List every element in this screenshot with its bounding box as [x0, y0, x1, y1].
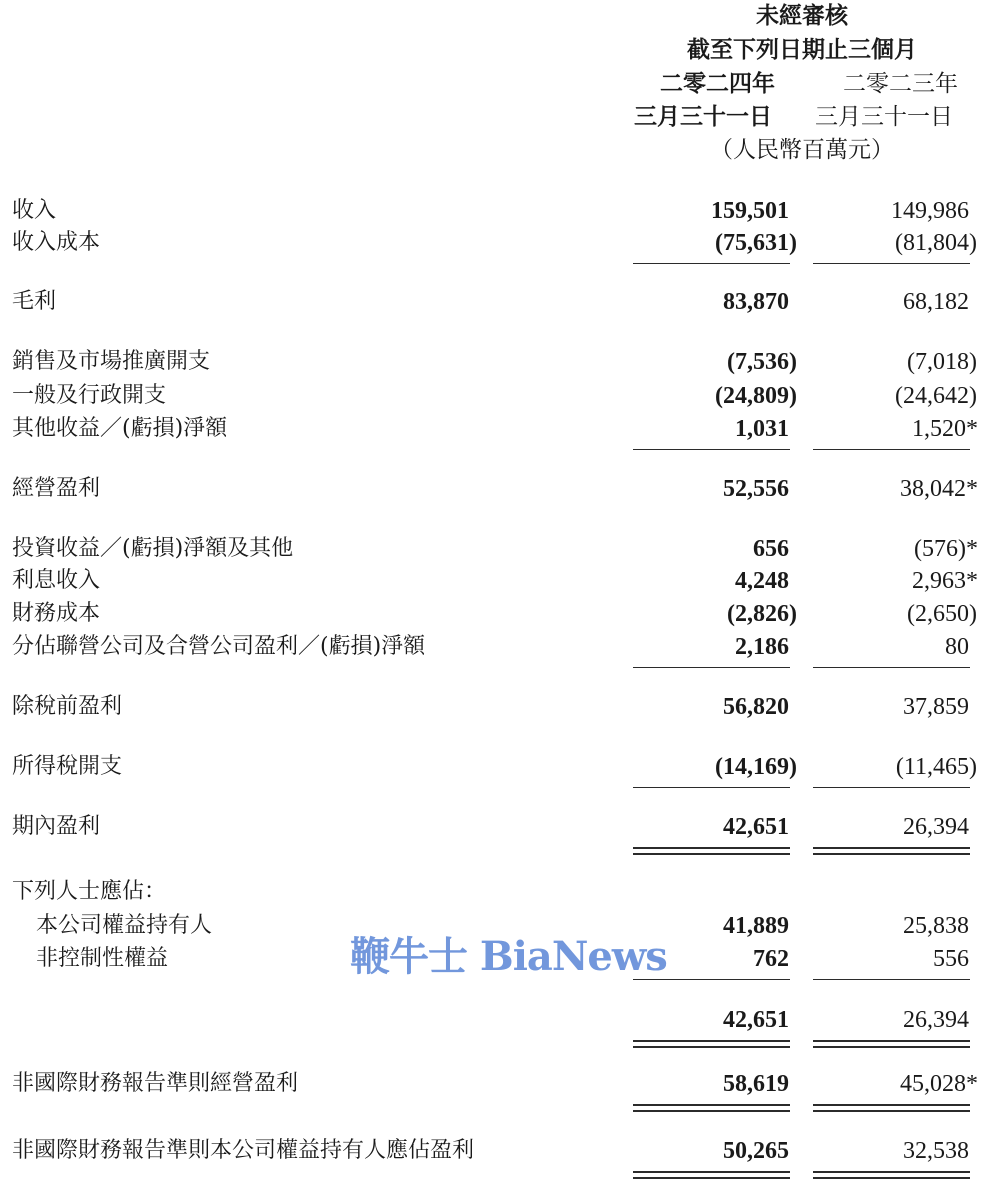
total-double-rule — [633, 847, 790, 855]
label-operating-profit: 經營盈利 — [12, 476, 101, 501]
value-revenue-2023: 149,986 — [891, 198, 969, 224]
subtotal-rule — [813, 667, 970, 668]
subtotal-rule — [633, 449, 790, 450]
subtotal-rule — [633, 667, 790, 668]
value-cost-of-revenue-2023: (81,804) — [895, 230, 977, 256]
value-operating-profit-2024: 52,556 — [723, 476, 789, 502]
total-double-rule — [633, 1104, 790, 1112]
value-cost-of-revenue-2024: (75,631) — [715, 230, 797, 256]
value-non-controlling-2024: 762 — [753, 946, 789, 972]
subtotal-rule — [813, 449, 970, 450]
value-finance-costs-2024: (2,826) — [727, 601, 797, 627]
total-double-rule — [813, 1040, 970, 1048]
header-period: 截至下列日期止三個月 — [687, 36, 917, 63]
total-double-rule — [813, 847, 970, 855]
value-revenue-2024: 159,501 — [711, 198, 789, 224]
value-non-ifrs-attrib-2024: 50,265 — [723, 1138, 789, 1164]
total-double-rule — [633, 1171, 790, 1179]
label-gross-profit: 毛利 — [12, 289, 57, 314]
label-cost-of-revenue: 收入成本 — [12, 230, 101, 255]
header-date-2023: 三月三十一日 — [815, 104, 953, 130]
value-gross-profit-2024: 83,870 — [723, 289, 789, 315]
value-income-tax-2024: (14,169) — [715, 754, 797, 780]
label-attributable-to: 下列人士應佔： — [12, 879, 167, 904]
label-profit-for-period: 期內盈利 — [12, 814, 101, 839]
label-non-ifrs-operating: 非國際財務報告準則經營盈利 — [12, 1071, 299, 1096]
value-general-admin-2024: (24,809) — [715, 383, 797, 409]
total-double-rule — [633, 1040, 790, 1048]
total-double-rule — [813, 1171, 970, 1179]
label-equity-holders: 本公司權益持有人 — [36, 913, 213, 938]
value-interest-income-2024: 4,248 — [735, 568, 789, 594]
value-share-of-profit-2023: 80 — [945, 634, 969, 660]
value-gross-profit-2023: 68,182 — [903, 289, 969, 315]
value-income-tax-2023: (11,465) — [895, 754, 977, 780]
subtotal-rule — [813, 979, 970, 980]
value-share-of-profit-2024: 2,186 — [735, 634, 789, 660]
value-equity-holders-2024: 41,889 — [723, 913, 789, 939]
label-income-tax: 所得稅開支 — [12, 754, 123, 779]
label-share-of-profit: 分佔聯營公司及合營公司盈利／(虧損)淨額 — [12, 634, 426, 659]
label-non-controlling: 非控制性權益 — [36, 946, 169, 971]
value-profit-before-tax-2023: 37,859 — [903, 694, 969, 720]
value-selling-marketing-2024: (7,536) — [727, 349, 797, 375]
label-general-admin: 一般及行政開支 — [12, 383, 167, 408]
value-attrib-total-2023: 26,394 — [903, 1007, 969, 1033]
subtotal-rule — [813, 787, 970, 788]
value-other-gains-2024: 1,031 — [735, 416, 789, 442]
value-finance-costs-2023: (2,650) — [907, 601, 977, 627]
label-other-gains: 其他收益／(虧損)淨額 — [12, 416, 228, 441]
header-unit: （人民幣百萬元） — [710, 137, 894, 163]
value-non-ifrs-attrib-2023: 32,538 — [903, 1138, 969, 1164]
label-non-ifrs-attrib: 非國際財務報告準則本公司權益持有人應佔盈利 — [12, 1138, 475, 1163]
subtotal-rule — [633, 263, 790, 264]
value-other-gains-2023: 1,520* — [912, 416, 978, 442]
value-profit-before-tax-2024: 56,820 — [723, 694, 789, 720]
header-unaudited: 未經審核 — [756, 2, 848, 29]
subtotal-rule — [813, 263, 970, 264]
header-year-2023: 二零二三年 — [843, 71, 958, 97]
value-non-controlling-2023: 556 — [933, 946, 969, 972]
value-equity-holders-2023: 25,838 — [903, 913, 969, 939]
label-investment-gains: 投資收益／(虧損)淨額及其他 — [12, 536, 294, 561]
total-double-rule — [813, 1104, 970, 1112]
value-profit-for-period-2023: 26,394 — [903, 814, 969, 840]
value-non-ifrs-operating-2023: 45,028* — [900, 1071, 978, 1097]
value-selling-marketing-2023: (7,018) — [907, 349, 977, 375]
value-profit-for-period-2024: 42,651 — [723, 814, 789, 840]
label-interest-income: 利息收入 — [12, 568, 101, 593]
value-interest-income-2023: 2,963* — [912, 568, 978, 594]
value-operating-profit-2023: 38,042* — [900, 476, 978, 502]
value-general-admin-2023: (24,642) — [895, 383, 977, 409]
label-profit-before-tax: 除稅前盈利 — [12, 694, 123, 719]
value-investment-gains-2023: (576)* — [914, 536, 978, 562]
header-date-2024: 三月三十一日 — [634, 103, 772, 130]
value-non-ifrs-operating-2024: 58,619 — [723, 1071, 789, 1097]
value-attrib-total-2024: 42,651 — [723, 1007, 789, 1033]
header-year-2024: 二零二四年 — [660, 70, 775, 97]
value-investment-gains-2024: 656 — [753, 536, 789, 562]
label-finance-costs: 財務成本 — [12, 601, 101, 626]
label-revenue: 收入 — [12, 198, 57, 223]
subtotal-rule — [633, 787, 790, 788]
label-selling-marketing: 銷售及市場推廣開支 — [12, 349, 211, 374]
watermark-logo: 鞭牛士 BiaNews — [350, 933, 667, 980]
